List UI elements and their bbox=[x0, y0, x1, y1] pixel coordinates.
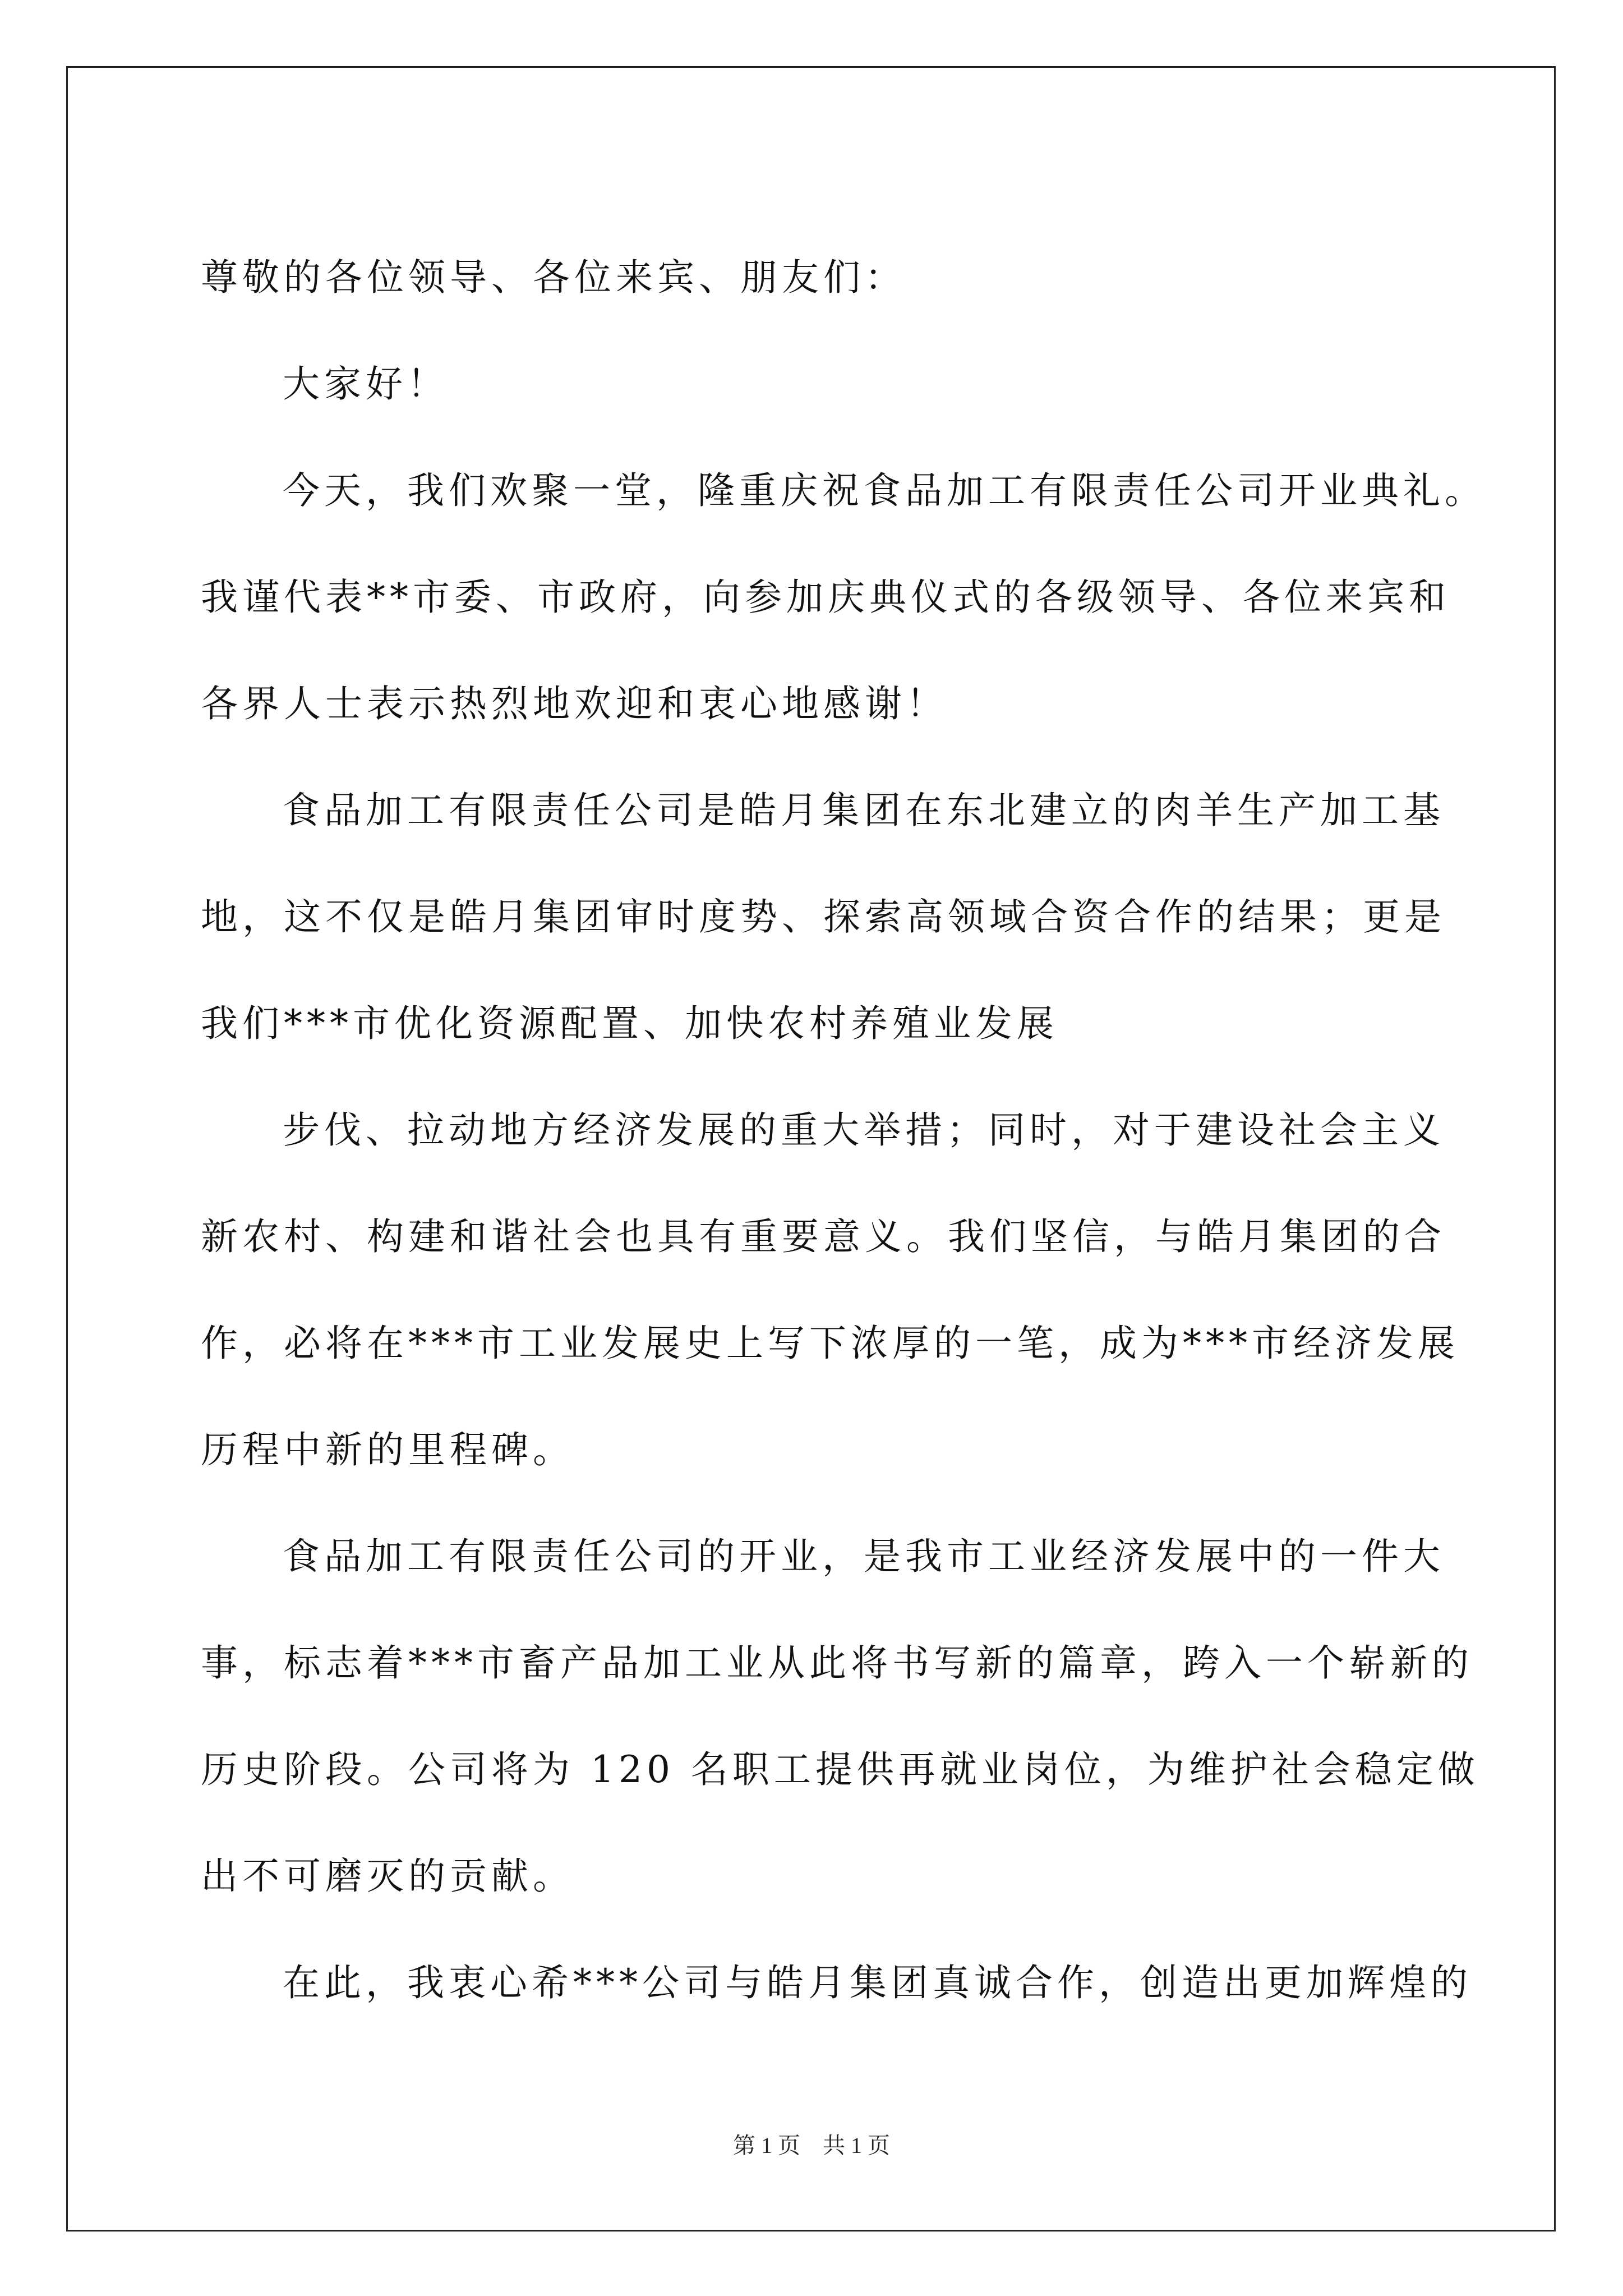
text-line: 历程中新的里程碑。 bbox=[201, 1428, 574, 1471]
text-line: 历史阶段。公司将为 120 名职工提供再就业岗位，为维护社会稳定做 bbox=[201, 1748, 1479, 1791]
page-footer: 第 1 页 共 1 页 bbox=[733, 2133, 890, 2158]
document-body bbox=[201, 224, 1486, 2036]
text-line: 各界人士表示热烈地欢迎和衷心地感谢！ bbox=[201, 682, 948, 725]
text-line: 作，必将在***市工业发展史上写下浓厚的一笔，成为***市经济发展 bbox=[201, 1322, 1459, 1365]
text-line: 出不可磨灭的贡献。 bbox=[201, 1855, 574, 1898]
text-line: 新农村、构建和谐社会也具有重要意义。我们坚信，与皓月集团的合 bbox=[201, 1215, 1446, 1258]
text-line: 步伐、拉动地方经济发展的重大举措；同时，对于建设社会主义 bbox=[283, 1108, 1445, 1152]
text-line: 尊敬的各位领导、各位来宾、朋友们： bbox=[201, 256, 906, 299]
text-line: 我们***市优化资源配置、加快农村养殖业发展 bbox=[201, 1002, 1058, 1045]
text-line: 大家好！ bbox=[283, 362, 449, 406]
text-line: 事，标志着***市畜产品加工业从此将书写新的篇章，跨入一个崭新的 bbox=[201, 1641, 1473, 1685]
text-line: 在此，我衷心希***公司与皓月集团真诚合作，创造出更加辉煌的 bbox=[283, 1961, 1472, 2004]
text-line: 今天，我们欢聚一堂，隆重庆祝食品加工有限责任公司开业典礼。 bbox=[283, 469, 1486, 512]
text-line: 地，这不仅是皓月集团审时度势、探索高领域合资合作的结果；更是 bbox=[201, 895, 1446, 938]
text-line: 食品加工有限责任公司的开业，是我市工业经济发展中的一件大 bbox=[283, 1535, 1445, 1578]
text-line: 食品加工有限责任公司是皓月集团在东北建立的肉羊生产加工基 bbox=[283, 789, 1445, 832]
text-line: 我谨代表**市委、市政府，向参加庆典仪式的各级领导、各位来宾和 bbox=[201, 576, 1450, 619]
